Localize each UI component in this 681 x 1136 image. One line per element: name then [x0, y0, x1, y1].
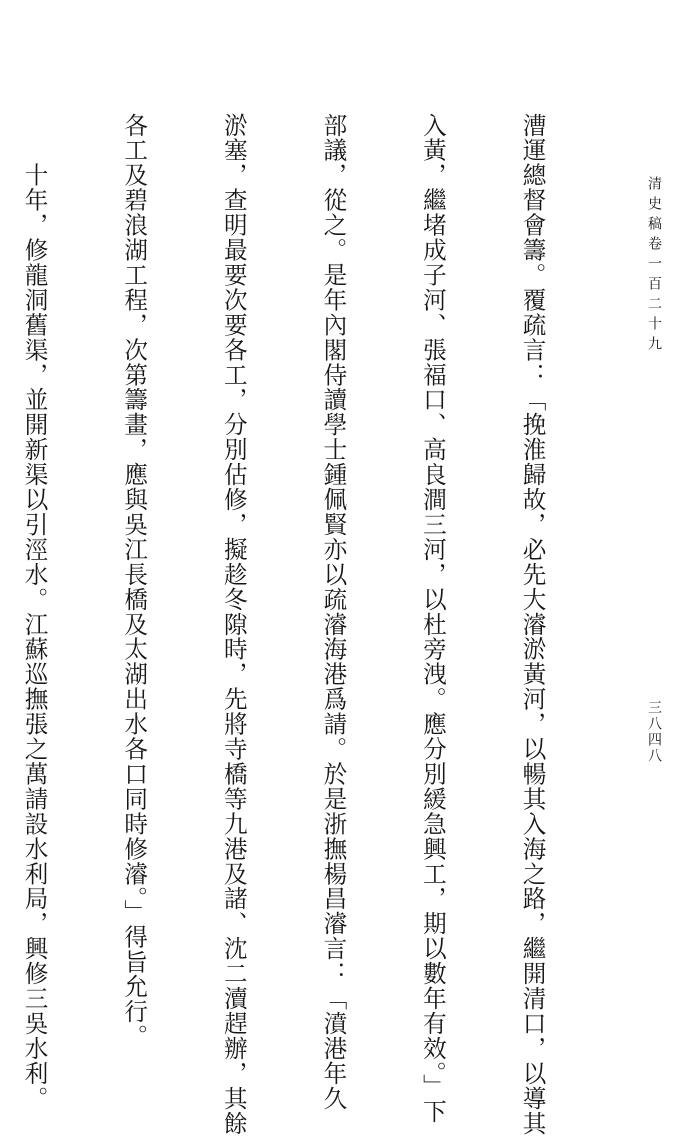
running-title: 清史稿卷一百二十九 [646, 176, 662, 356]
page-number: 三八四八 [646, 700, 662, 764]
text-column: 部議，從之。是年內閣侍讀學士鍾佩賢亦以疏濬海港爲請。於是浙撫楊昌濬言：「濆港年久 [319, 113, 348, 1111]
text-column: 淤塞，查明最要次要各工，分別估修，擬趁冬隙時，先將寺橋等九港及諸、沈二瀆趕辦，其餘 [219, 113, 248, 1136]
text-column: 各工及碧浪湖工程，次第籌畫，應與吳江長橋及太湖出水各口同時修濬。」得旨允行。 [120, 113, 149, 1050]
text-column: 漕運總督會籌。覆疏言：「挽淮歸故，必先大濬淤黃河，以暢其入海之路，繼開清口，以導其 [518, 113, 547, 1136]
text-column: 入黃，繼堵成子河、張福口、高良澗三河，以杜旁洩。應分別緩急興工，期以數年有效。」下 [418, 113, 447, 1125]
text-column: 十年，修龍洞舊渠，並開新渠以引涇水。江蘇巡撫張之萬請設水利局，興修三吳水利。 [20, 113, 49, 1111]
body-text [0, 113, 615, 1136]
